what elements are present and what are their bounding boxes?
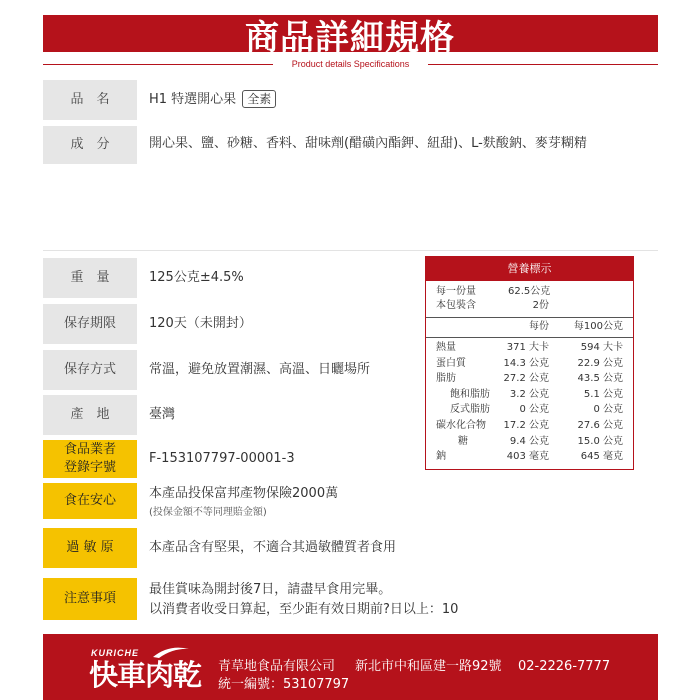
nutrient-per-serving: 14.3 公克 [503, 357, 549, 369]
page-subtitle: Product details Specifications [291, 59, 410, 69]
value-shelf-life: 120天（未開封） [149, 316, 252, 331]
nutrient-per-100g: 5.1 公克 [583, 388, 623, 400]
label-notice: 注意事項 [43, 578, 137, 620]
nutrient-per-serving: 27.2 公克 [503, 373, 549, 385]
nutrient-per-serving: 9.4 公克 [509, 435, 549, 447]
label-origin: 產 地 [43, 395, 137, 435]
nutrition-panel [425, 256, 634, 470]
nutrient-per-100g: 27.6 公克 [577, 420, 623, 431]
value-notice-line2: 以消費者收受日算起，至少距有效日期前?日以上：10 [149, 602, 459, 617]
value-product-name [149, 90, 276, 110]
nutrient-per-serving: 403 毫克 [506, 451, 549, 463]
nutrition-col-header [426, 320, 633, 334]
nutrient-per-100g: 0 公克 [593, 404, 623, 416]
nutrient-per-100g: 594 大卡 [580, 342, 623, 353]
nutrient-per-100g: 43.5 公克 [577, 373, 623, 385]
label-shelf-life: 保存期限 [43, 304, 137, 344]
serving-label: 每一份量 [436, 286, 476, 297]
nutrient-name: 熱量 [436, 342, 456, 353]
value-registration: F-153107797-00001-3 [149, 451, 295, 466]
pack-label: 本包裝含 [436, 300, 476, 311]
nutrient-name: 碳水化合物 [436, 420, 486, 431]
nutrient-per-100g: 15.0 公克 [577, 435, 623, 447]
page-title: 商品詳細規格 [245, 18, 455, 58]
divider [43, 250, 658, 251]
nutrient-per-serving: 3.2 公克 [509, 388, 549, 400]
nutrition-item-row [426, 435, 633, 449]
nutrition-item-row [426, 388, 633, 402]
nutrient-per-serving: 0 公克 [519, 404, 549, 416]
subtitle-rule-right [428, 64, 658, 65]
label-storage: 保存方式 [43, 350, 137, 390]
label-ingredients: 成 分 [43, 126, 137, 164]
nutrition-serving-row [426, 285, 633, 299]
product-name-text: H1 特選開心果 [149, 92, 237, 107]
subtitle-rule-left [43, 64, 273, 65]
label-registration-line1: 食品業者 [63, 442, 116, 457]
value-storage: 常溫，避免放置潮濕、高溫、日曬場所 [149, 362, 371, 377]
nutrition-item-row [426, 341, 633, 355]
nutrient-name: 反式脂肪 [450, 404, 490, 416]
value-weight: 125公克±4.5% [149, 270, 244, 285]
nutrient-per-100g: 645 毫克 [580, 451, 623, 463]
footer-phone: 02-2226-7777 [518, 659, 611, 674]
nutrient-per-serving: 371 大卡 [506, 342, 549, 353]
page-subtitle-bar [0, 58, 700, 70]
footer [43, 634, 658, 700]
col-per-serving: 每份 [529, 321, 549, 332]
nutrition-item-row [426, 372, 633, 386]
label-registration-line2: 登錄字號 [63, 460, 116, 475]
footer-tax-id: 統一編號：53107797 [218, 677, 350, 692]
value-allergen: 本產品含有堅果，不適合其過敏體質者食用 [149, 540, 397, 555]
label-product-name: 品 名 [43, 80, 137, 120]
logo-text-en: KURICHE [91, 648, 140, 658]
serving-value: 62.5公克 [508, 286, 551, 297]
insurance-note: (投保金額不等同理賠金額) [149, 507, 267, 518]
nutrient-name: 脂肪 [436, 373, 456, 385]
nutrition-title: 營養標示 [426, 257, 633, 281]
nutrition-pack-row [426, 299, 633, 313]
label-weight: 重 量 [43, 258, 137, 298]
nutrition-item-row [426, 357, 633, 371]
value-notice-line1: 最佳賞味為開封後7日，請盡早食用完畢。 [149, 582, 392, 597]
value-origin: 臺灣 [149, 407, 176, 422]
nutrient-per-100g: 22.9 公克 [577, 357, 623, 369]
brand-logo [89, 646, 207, 692]
col-per-100g: 每100公克 [573, 321, 623, 332]
footer-address: 新北市中和區建一路92號 [355, 659, 502, 674]
nutrition-item-row [426, 403, 633, 417]
nutrient-name: 蛋白質 [436, 357, 466, 369]
pack-value: 2份 [532, 300, 549, 311]
nutrient-name: 飽和脂肪 [450, 388, 490, 400]
nutrient-per-serving: 17.2 公克 [503, 420, 549, 431]
nutrition-divider [426, 337, 633, 338]
nutrition-item-row [426, 419, 633, 433]
vegan-badge: 全素 [242, 90, 276, 108]
footer-company: 青草地食品有限公司 [218, 659, 336, 674]
nutrition-item-row [426, 450, 633, 464]
nutrition-divider [426, 317, 633, 318]
label-allergen: 過 敏 原 [43, 528, 137, 568]
logo-text-zh: 快車肉乾 [89, 658, 202, 692]
value-ingredients: 開心果、鹽、砂糖、香料、甜味劑(醋磺內酯鉀、紐甜)、L-麩酸鈉、麥芽糊精 [149, 136, 587, 151]
value-insurance: 本產品投保富邦產物保險2000萬 [149, 486, 339, 501]
label-registration [43, 440, 137, 478]
label-insurance: 食在安心 [43, 483, 137, 519]
nutrient-name: 糖 [458, 435, 468, 447]
nutrient-name: 鈉 [436, 451, 446, 463]
